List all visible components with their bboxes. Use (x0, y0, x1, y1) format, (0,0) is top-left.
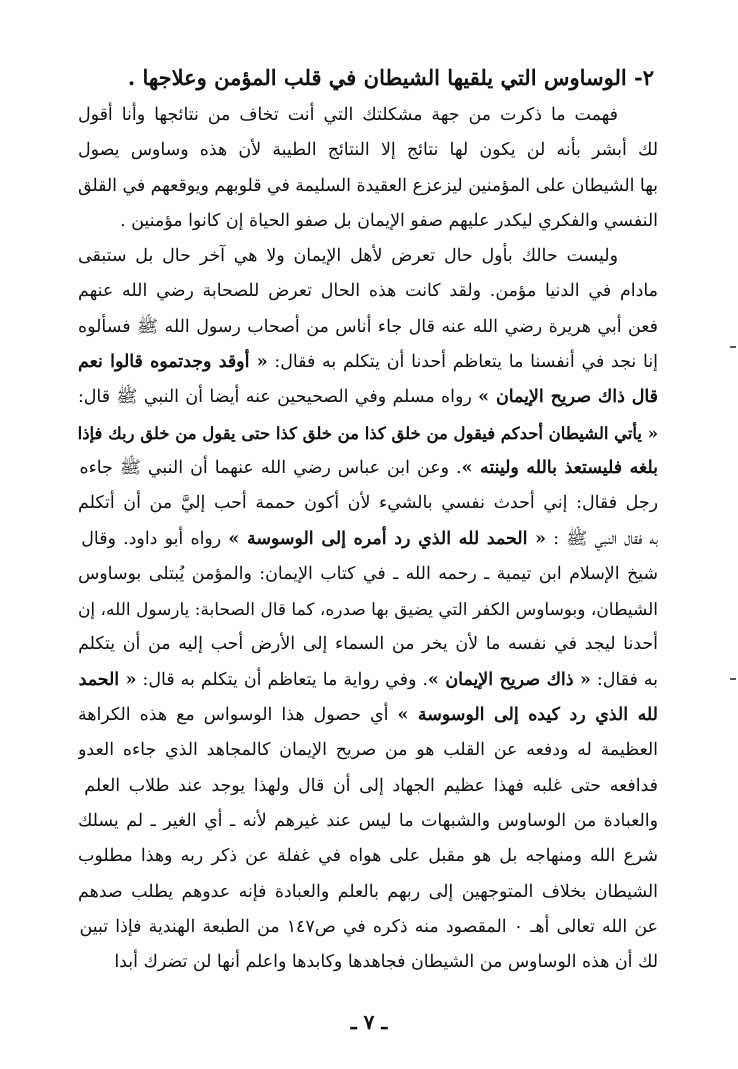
bold-quote-segment: قال ذاك صريح الإيمان » (478, 387, 658, 408)
text-line (78, 663, 658, 698)
text-segment: به فقال النبي ﷺ : (546, 528, 658, 549)
text-line-content (78, 733, 658, 768)
text-line (78, 204, 658, 239)
text-segment: النفسي والفكري ليكدر عليهم صفو الإيمان بل صفو الحياة إن كانوا مؤمنين . (120, 210, 658, 231)
text-line-content (78, 804, 658, 839)
text-line-content (120, 204, 658, 239)
text-segment: شيخ الإسلام ابن تيمية ـ رحمه الله ـ في كتاب الإيمان: والمؤمن يُبتلى بوساوس (78, 563, 658, 584)
text-line (78, 769, 658, 804)
text-segment: . وعن ابن عباس رضي الله عنهما أن النبي ﷺ جاءه (79, 457, 462, 478)
text-segment: رواه مسلم وفي الصحيحين عنه أيضا أن النبي ﷺ قال: (78, 387, 479, 408)
text-segment: رجل فقال: إني أحدث نفسي بالشيء لأن أكون حممة أحب إليَّ من أن أتكلم (78, 493, 658, 514)
text-segment: الشيطان بخلاف المتوجهين إلى ربهم بالعلم والعبادة فإنه عدوهم يطلب صدهم (78, 881, 658, 902)
text-line (78, 592, 658, 627)
text-segment: لك أن هذه الوساوس من الشيطان فجاهدها وكابدها واعلم أنها لن تضرك أبدا (114, 952, 658, 973)
text-line (78, 557, 658, 592)
text-line (78, 345, 658, 380)
text-line-content (78, 416, 658, 451)
text-line-content (78, 875, 658, 910)
text-segment: العظيمة له ودفعه عن القلب هو من صريح الإيمان كالمجاهد الذي جاءه العدو (78, 740, 658, 761)
text-line-content (78, 627, 658, 662)
margin-mark (730, 678, 736, 680)
text-line (78, 451, 658, 486)
bold-quote-segment: « الحمد (78, 669, 137, 690)
text-segment: إنا نجد في أنفسنا ما يتعاظم أحدنا أن يتكلم به فقال: (267, 352, 658, 373)
text-segment: فدافعه حتى غلبه فهذا عظيم الجهاد إلى أن قال ولهذا يوجد عند طلاب العلم (84, 775, 658, 796)
bold-quote-segment: « الحمد لله الذي رد أمره إلى الوسوسة » (228, 528, 547, 549)
text-segment: عن الله تعالى أهـ ٠ المقصود منه ذكره في ص١٤٧ من الطبعة الهندية فإذا تبين (79, 916, 658, 937)
text-line (78, 274, 658, 309)
text-line-content (78, 133, 658, 168)
text-segment: الشيطان، وبوساوس الكفر التي يضيق بها صدره، كما قال الصحابة: يارسول الله، إن (78, 599, 658, 620)
text-line (78, 522, 658, 557)
text-line-content (84, 769, 658, 804)
text-line (78, 486, 658, 521)
text-line (78, 239, 658, 274)
body-text (78, 98, 658, 980)
text-line (78, 910, 658, 945)
bold-quote-segment: بلغه فليستعذ بالله ولينته » (461, 457, 658, 478)
text-segment: . وفي رواية ما يتعاظم أن يتكلم به قال: (136, 669, 428, 690)
text-line (78, 698, 658, 733)
margin-mark (730, 346, 736, 348)
text-line-content (78, 345, 658, 380)
text-line-content (114, 945, 658, 980)
text-segment: وليست حالك بأول حال تعرض لأهل الإيمان ولا هي آخر حال بل ستبقى (78, 246, 618, 267)
text-line (78, 733, 658, 768)
text-segment: بها الشيطان على المؤمنين ليزعزع العقيدة السليمة في قلوبهم ويوقعهم في القلق (78, 175, 658, 196)
text-segment: فعن أبي هريرة رضي الله عنه قال جاء أناس من أصحاب رسول الله ﷺ فسألوه (78, 316, 658, 337)
text-line-content (78, 274, 658, 309)
text-line (78, 380, 658, 415)
text-segment: أي حصول هذا الوسواس مع هذه الكراهة (78, 705, 398, 726)
text-line-content (78, 698, 658, 733)
text-line-content (80, 910, 658, 945)
text-line-content (81, 522, 658, 557)
bold-quote-segment: « أوقد وجدتموه قالوا نعم (78, 352, 268, 373)
text-line-content (78, 486, 658, 521)
text-line (78, 804, 658, 839)
text-line (78, 98, 658, 133)
bold-quote-segment: لله الذي رد كيده إلى الوسوسة » (397, 705, 658, 726)
text-segment: شرع الله ومنهاجه بل هو مقبل على هواه في غفلة عن ذكر ربه وهذا مطلوب (78, 846, 658, 867)
text-segment: مادام في الدنيا مؤمن. ولقد كانت هذه الحال تعرض للصحابة رضي الله عنهم (78, 281, 658, 302)
text-line (78, 839, 658, 874)
document-page (78, 58, 658, 1048)
text-line (78, 310, 658, 345)
text-segment: والعبادة من الوساوس والشبهات ما ليس عند غيرهم لأنه ـ أي الغير ـ لم يسلك (78, 810, 658, 831)
text-line (78, 133, 658, 168)
text-line (78, 875, 658, 910)
text-segment: فهمت ما ذكرت من جهة مشكلتك التي أنت تخاف من نتائجها وأنا أقول (78, 105, 618, 125)
text-line-content (78, 592, 658, 627)
text-segment: رواه أبو داود. وقال (81, 528, 229, 549)
text-line-content (78, 380, 658, 415)
text-line (78, 627, 658, 662)
text-line-content (78, 557, 658, 592)
text-segment: به فقال: (590, 669, 658, 690)
section-heading: ٢- الوساوس التي يلقيها الشيطان في قلب المؤمن وعلاجها . (127, 65, 654, 90)
bold-quote-segment: « ذاك صريح الإيمان » (427, 669, 591, 690)
text-line-content (78, 310, 658, 345)
text-line (78, 416, 658, 451)
text-line-content (79, 451, 658, 486)
text-line-content (78, 239, 618, 274)
text-line (78, 169, 658, 204)
page-number: ـ ٧ ـ (350, 1010, 388, 1034)
text-segment: أحدنا ليجد في نفسه ما لأن يخر من السماء إلى الأرض أحب إليه من أن يتكلم (78, 634, 658, 655)
bold-quote-segment: « يأتي الشيطان أحدكم فيقول من خلق كذا من خلق كذا حتى يقول من خلق ربك فإذا (78, 423, 658, 443)
text-line-content (79, 663, 658, 698)
text-line-content (78, 839, 658, 874)
text-line (78, 945, 658, 980)
text-line-content (78, 98, 618, 133)
text-segment: لك أبشر بأنه لن يكون لها نتائج إلا النتائج الطيبة لأن هذه وساوس يصول (78, 140, 658, 161)
text-line-content (78, 169, 658, 204)
